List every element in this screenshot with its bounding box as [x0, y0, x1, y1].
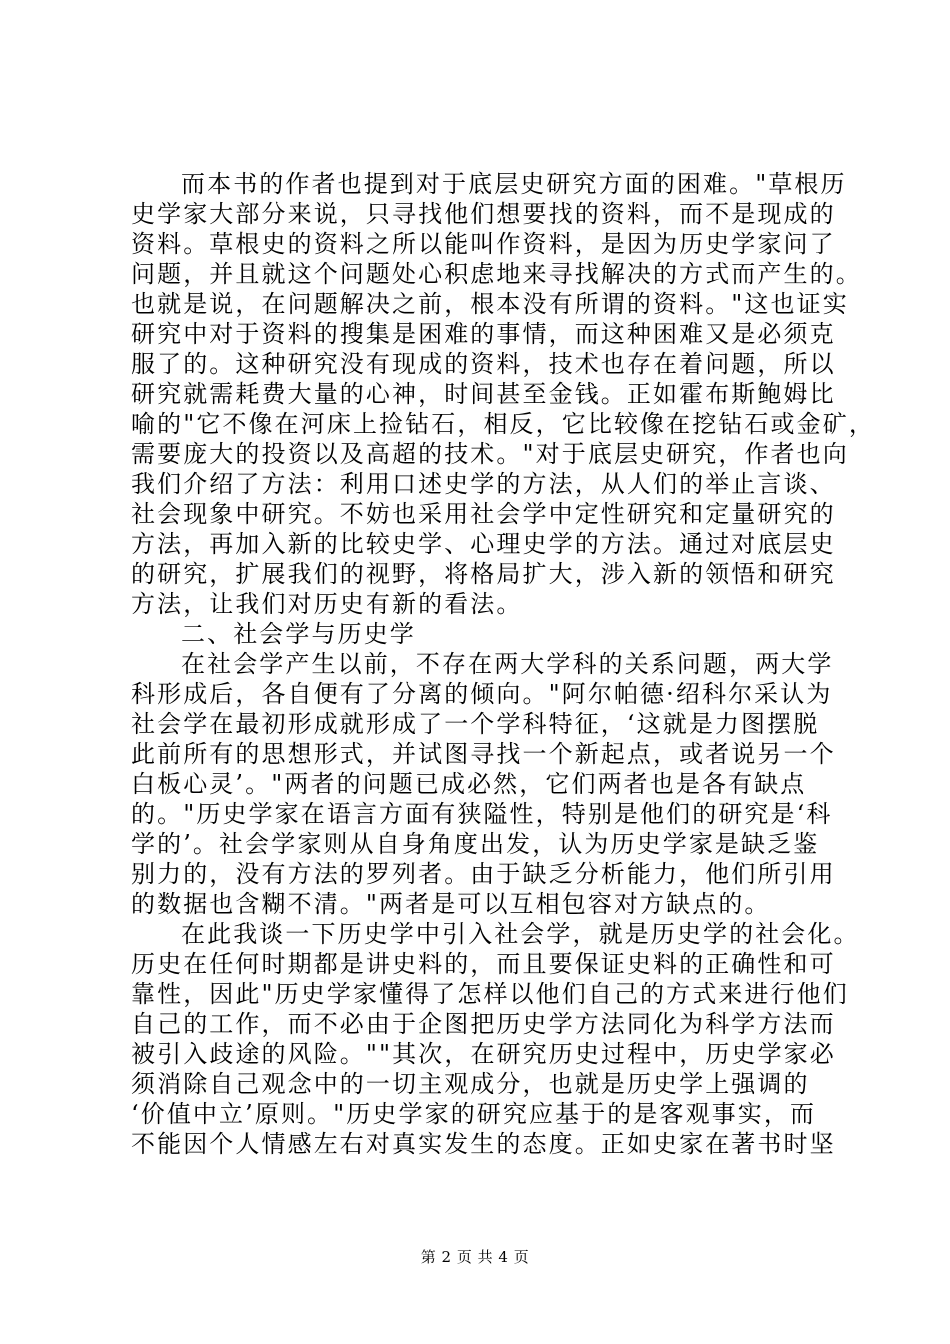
text-line: 在社会学产生以前，不存在两大学科的关系问题，两大学	[181, 650, 834, 678]
text-line: 科形成后，各自便有了分离的倾向。"阿尔帕德·绍科尔采认为	[131, 680, 833, 708]
text-line: 被引入歧途的风险。""其次，在研究历史过程中，历史学家必	[131, 1040, 836, 1068]
text-line: 别力的，没有方法的罗列者。由于缺乏分析能力，他们所引用	[131, 860, 836, 888]
text-line: 也就是说，在问题解决之前，根本没有所谓的资料。"这也证实	[131, 290, 849, 318]
document-body	[131, 169, 875, 1159]
text-line: 喻的"它不像在河床上捡钻石，相反，它比较像在挖钻石或金矿，	[131, 410, 875, 438]
text-line: 须消除自己观念中的一切主观成分，也就是历史学上强调的	[131, 1070, 810, 1098]
text-line: 方法，让我们对历史有新的看法。	[131, 590, 523, 618]
text-line: 的。"历史学家在语言方面有狭隘性，特别是他们的研究是‘科	[131, 800, 833, 828]
page-number-label: 第 2 页 共 4 页	[420, 1248, 530, 1266]
text-line: 我们介绍了方法：利用口述史学的方法，从人们的举止言谈、	[131, 470, 836, 498]
text-line: 方法，再加入新的比较史学、心理史学的方法。通过对底层史	[131, 530, 836, 558]
text-line: 在此我谈一下历史学中引入社会学，就是历史学的社会化。	[181, 920, 860, 948]
text-line: 的数据也含糊不清。"两者是可以互相包容对方缺点的。	[131, 890, 771, 918]
text-line: 问题，并且就这个问题处心积虑地来寻找解决的方式而产生的。	[131, 260, 862, 288]
text-line: 资料。草根史的资料之所以能叫作资料，是因为历史学家问了	[131, 230, 836, 258]
text-line: 史学家大部分来说，只寻找他们想要找的资料，而不是现成的	[131, 200, 836, 228]
text-line: 靠性，因此"历史学家懂得了怎样以他们自己的方式来进行他们	[131, 980, 849, 1008]
text-line: 服了的。这种研究没有现成的资料，技术也存在着问题，所以	[131, 350, 836, 378]
text-line: 学的’。社会学家则从自身角度出发，认为历史学家是缺乏鉴	[131, 830, 820, 858]
text-line: 历史在任何时期都是讲史料的，而且要保证史料的正确性和可	[131, 950, 836, 978]
text-line: 研究就需耗费大量的心神，时间甚至金钱。正如霍布斯鲍姆比	[131, 380, 836, 408]
section-heading: 二、社会学与历史学	[181, 620, 416, 648]
text-line: 社会学在最初形成就形成了一个学科特征，‘这就是力图摆脱	[131, 710, 820, 738]
text-line: ‘价值中立’原则。"历史学家的研究应基于的是客观事实，而	[131, 1100, 817, 1128]
text-line: 研究中对于资料的搜集是困难的事情，而这种困难又是必须克	[131, 320, 836, 348]
text-line: 自己的工作，而不必由于企图把历史学方法同化为科学方法而	[131, 1010, 836, 1038]
page-footer	[0, 1247, 950, 1267]
text-line: 社会现象中研究。不妨也采用社会学中定性研究和定量研究的	[131, 500, 836, 528]
text-line: 不能因个人情感左右对真实发生的态度。正如史家在著书时坚	[131, 1130, 836, 1158]
text-line: 白板心灵’。"两者的问题已成必然，它们两者也是各有缺点	[131, 770, 807, 798]
text-line: 而本书的作者也提到对于底层史研究方面的困难。"草根历	[181, 170, 847, 198]
text-line: 此前所有的思想形式，并试图寻找一个新起点，或者说另一个	[131, 740, 836, 768]
text-line: 的研究，扩展我们的视野，将格局扩大，涉入新的领悟和研究	[131, 560, 836, 588]
text-line: 需要庞大的投资以及高超的技术。"对于底层史研究，作者也向	[131, 440, 849, 468]
